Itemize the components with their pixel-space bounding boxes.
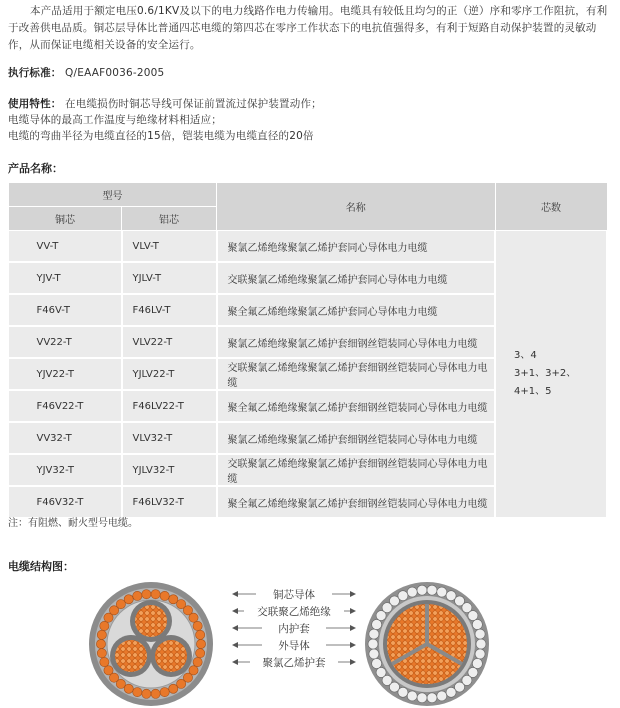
aluminum-model-cell: YJLV22-T	[122, 358, 217, 390]
wire	[472, 619, 482, 629]
label-copper-conductor: 铜芯导体	[273, 589, 315, 601]
wire	[427, 693, 437, 703]
wire	[468, 611, 478, 621]
header-cores: 芯数	[495, 183, 607, 231]
wire	[196, 630, 205, 639]
table-body	[9, 231, 608, 519]
copper-model-cell: VV-T	[9, 231, 122, 263]
wire	[196, 649, 205, 658]
copper-model-cell: VV32-T	[9, 422, 122, 454]
wire	[193, 621, 202, 630]
aluminum-model-cell: VLV22-T	[122, 326, 217, 358]
wire	[142, 590, 151, 599]
features-text-1: 在电缆损伤时铜芯导线可保证前置流过保护装置动作；	[65, 98, 322, 110]
name-cell: 聚氯乙烯绝缘聚氯乙烯护套同心导体电力电缆	[217, 231, 496, 263]
wire	[151, 590, 160, 599]
aluminum-model-cell: VLV32-T	[122, 422, 217, 454]
wire	[372, 659, 382, 669]
copper-model-cell: VV22-T	[9, 326, 122, 358]
aluminum-model-cell: YJLV-T	[122, 262, 217, 294]
copper-conductor	[155, 640, 187, 672]
name-cell: 聚氯乙烯绝缘聚氯乙烯护套细钢丝铠装同心导体电力电缆	[217, 326, 496, 358]
copper-model-cell: YJV32-T	[9, 454, 122, 486]
cores-line: 3+1、3+2、	[514, 368, 577, 379]
wire	[372, 619, 382, 629]
wire	[142, 689, 151, 698]
wire	[407, 691, 417, 701]
wire	[124, 595, 133, 604]
aluminum-model-cell: VLV-T	[122, 231, 217, 263]
wire	[97, 630, 106, 639]
wire	[427, 585, 437, 595]
features-line-2: 电缆导体的最高工作温度与绝缘材料相适应；	[8, 114, 222, 126]
copper-model-cell: F46V22-T	[9, 390, 122, 422]
cores-line: 3、4	[514, 350, 537, 361]
wire	[124, 684, 133, 693]
product-title: 产品名称：	[8, 162, 63, 175]
wire	[177, 679, 186, 688]
copper-conductor	[135, 605, 167, 637]
name-cell: 交联聚氯乙烯绝缘聚氯乙烯护套同心导体电力电缆	[217, 262, 496, 294]
standard-label: 执行标准：	[8, 67, 62, 79]
wire	[133, 687, 142, 696]
features-block	[8, 96, 612, 144]
wire	[151, 689, 160, 698]
header-aluminum: 铝芯	[122, 207, 217, 231]
product-table	[8, 182, 608, 519]
name-cell: 交联聚氯乙烯绝缘聚氯乙烯护套细钢丝铠装同心导体电力电缆	[217, 358, 496, 390]
standard-line	[8, 65, 612, 82]
label-outer-conductor: 外导体	[278, 640, 310, 652]
wire	[100, 621, 109, 630]
wire	[96, 639, 105, 648]
header-model: 型号	[9, 183, 217, 207]
cores-line: 4+1、5	[514, 386, 552, 397]
aluminum-model-cell: F46LV-T	[122, 294, 217, 326]
features-line-3: 电缆的弯曲半径为电缆直径的15倍，铠装电缆为电缆直径的20倍	[8, 130, 314, 142]
wire	[100, 657, 109, 666]
aluminum-model-cell: F46LV32-T	[122, 486, 217, 518]
wire	[116, 599, 125, 608]
cable-structure-diagram	[0, 580, 620, 708]
wire	[407, 587, 417, 597]
wire	[475, 649, 485, 659]
wire	[196, 639, 205, 648]
features-line-1	[8, 96, 612, 112]
aluminum-model-cell: F46LV22-T	[122, 390, 217, 422]
label-xlpe-insulation: 交联聚乙烯绝缘	[257, 606, 331, 618]
wire	[398, 591, 408, 601]
wire	[369, 649, 379, 659]
wire	[417, 693, 427, 703]
wire	[475, 629, 485, 639]
copper-model-cell: YJV-T	[9, 262, 122, 294]
wire	[160, 687, 169, 696]
wire	[169, 595, 178, 604]
wire	[417, 585, 427, 595]
wire	[193, 657, 202, 666]
wire	[189, 613, 198, 622]
header-copper: 铜芯	[9, 207, 122, 231]
name-cell: 交联聚氯乙烯绝缘聚氯乙烯护套细钢丝铠装同心导体电力电缆	[217, 454, 496, 486]
note: 注：有阻燃、耐火型号电缆。	[8, 518, 138, 529]
wire	[104, 666, 113, 675]
wire	[437, 587, 447, 597]
header-name: 名称	[217, 183, 496, 231]
name-cell: 聚全氟乙烯绝缘聚氯乙烯护套同心导体电力电缆	[217, 294, 496, 326]
right-cable-section	[365, 582, 489, 706]
wire	[437, 691, 447, 701]
label-pvc-sheath: 聚氯乙烯护套	[262, 657, 326, 669]
structure-title: 电缆结构图：	[8, 560, 74, 573]
standard-value: Q/EAAF0036-2005	[65, 67, 165, 79]
left-cable-section	[89, 582, 213, 706]
copper-model-cell: YJV22-T	[9, 358, 122, 390]
intro-paragraph: 本产品适用于额定电压0.6/1KV及以下的电力线路作电力传输用。电缆具有较低且均匀的正（逆）序和零序工作阻抗，有利于改善供电品质。铜芯层导体比普通四芯电缆的第四芯在零序工作状态下的电抗值强得多，有利于短路自动保护装置的灵敏动作，从而保证电缆相关设备的安全运行。	[8, 5, 608, 51]
wire	[160, 591, 169, 600]
wire	[476, 639, 486, 649]
wire	[369, 629, 379, 639]
wire	[472, 659, 482, 669]
name-cell: 聚全氟乙烯绝缘聚氯乙烯护套细钢丝铠装同心导体电力电缆	[217, 390, 496, 422]
label-inner-sheath: 内护套	[278, 623, 310, 635]
wire	[446, 687, 456, 697]
copper-model-cell: F46V-T	[9, 294, 122, 326]
copper-model-cell: F46V32-T	[9, 486, 122, 518]
name-cell: 聚氯乙烯绝缘聚氯乙烯护套细钢丝铠装同心导体电力电缆	[217, 422, 496, 454]
copper-conductor	[115, 640, 147, 672]
features-label: 使用特性：	[8, 98, 62, 110]
wire	[97, 649, 106, 658]
cores-cell	[495, 231, 607, 519]
wire	[368, 639, 378, 649]
table-row	[9, 231, 608, 263]
core-2	[110, 635, 152, 677]
structure-labels	[232, 586, 356, 670]
wire	[133, 591, 142, 600]
wire	[169, 684, 178, 693]
name-cell: 聚全氟乙烯绝缘聚氯乙烯护套细钢丝铠装同心导体电力电缆	[217, 486, 496, 518]
core-3	[150, 635, 192, 677]
table-header-row-1	[9, 183, 608, 207]
aluminum-model-cell: YJLV32-T	[122, 454, 217, 486]
wire	[376, 667, 386, 677]
